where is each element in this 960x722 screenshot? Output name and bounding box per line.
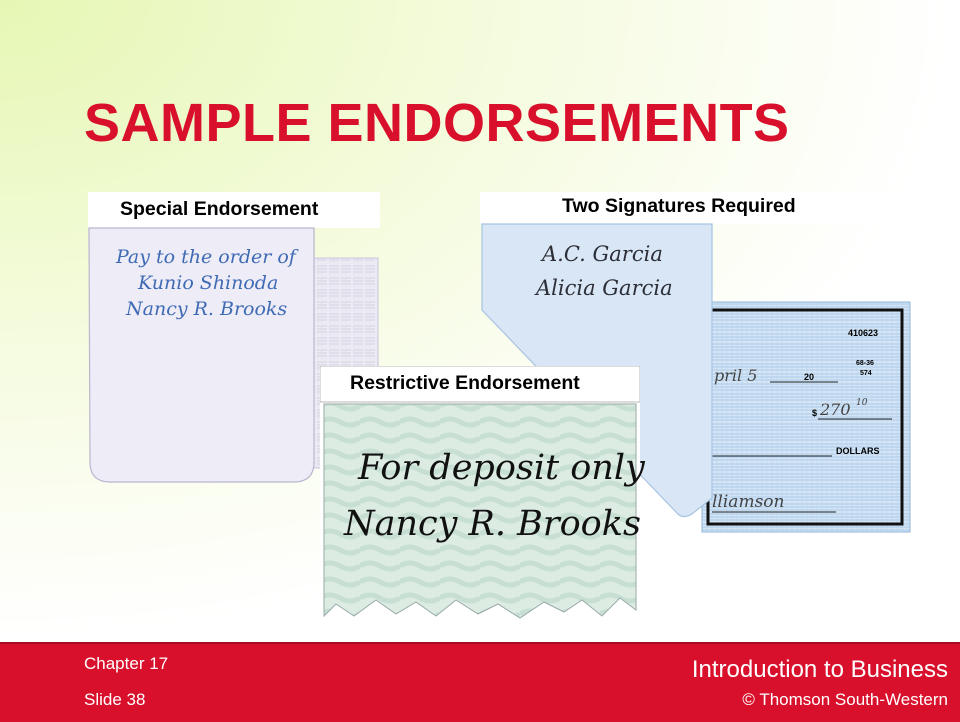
two-signatures-label: Two Signatures Required: [562, 195, 796, 217]
special-line-2: Kunio Shinoda: [138, 272, 279, 294]
footer-bar: [0, 642, 960, 722]
slide-title: SAMPLE ENDORSEMENTS: [84, 93, 790, 153]
two-signatures-line-2: Alicia Garcia: [536, 276, 673, 300]
check-amount: 270: [820, 400, 851, 419]
restrictive-endorsement-label: Restrictive Endorsement: [350, 372, 580, 394]
check-routing-bottom: 574: [860, 370, 872, 377]
check-dollars-label: DOLLARS: [836, 446, 880, 456]
special-line-3: Nancy R. Brooks: [126, 298, 288, 320]
special-line-1: Pay to the order of: [116, 246, 296, 268]
check-signature: lliamson: [712, 492, 785, 512]
restrictive-line-2: Nancy R. Brooks: [344, 504, 641, 544]
two-signatures-line-1: A.C. Garcia: [542, 242, 663, 266]
restrictive-endorsement-image: [320, 366, 640, 624]
restrictive-line-1: For deposit only: [358, 448, 645, 488]
check-date: pril 5: [714, 366, 758, 385]
restrictive-endorsement-card: [320, 366, 645, 624]
footer-course-title: Introduction to Business: [691, 656, 948, 683]
check-number: 410623: [848, 328, 879, 338]
footer-slide-number: Slide 38: [84, 690, 146, 709]
check-amount-cents: 10: [856, 398, 868, 408]
check-dollar-sign: $: [812, 408, 818, 418]
footer-chapter: Chapter 17: [84, 654, 169, 673]
check-routing-top: 68-36: [856, 360, 874, 367]
special-endorsement-label: Special Endorsement: [120, 198, 319, 220]
footer-copyright: © Thomson South-Western: [742, 690, 948, 709]
check-year-prefix: 20: [804, 372, 815, 382]
